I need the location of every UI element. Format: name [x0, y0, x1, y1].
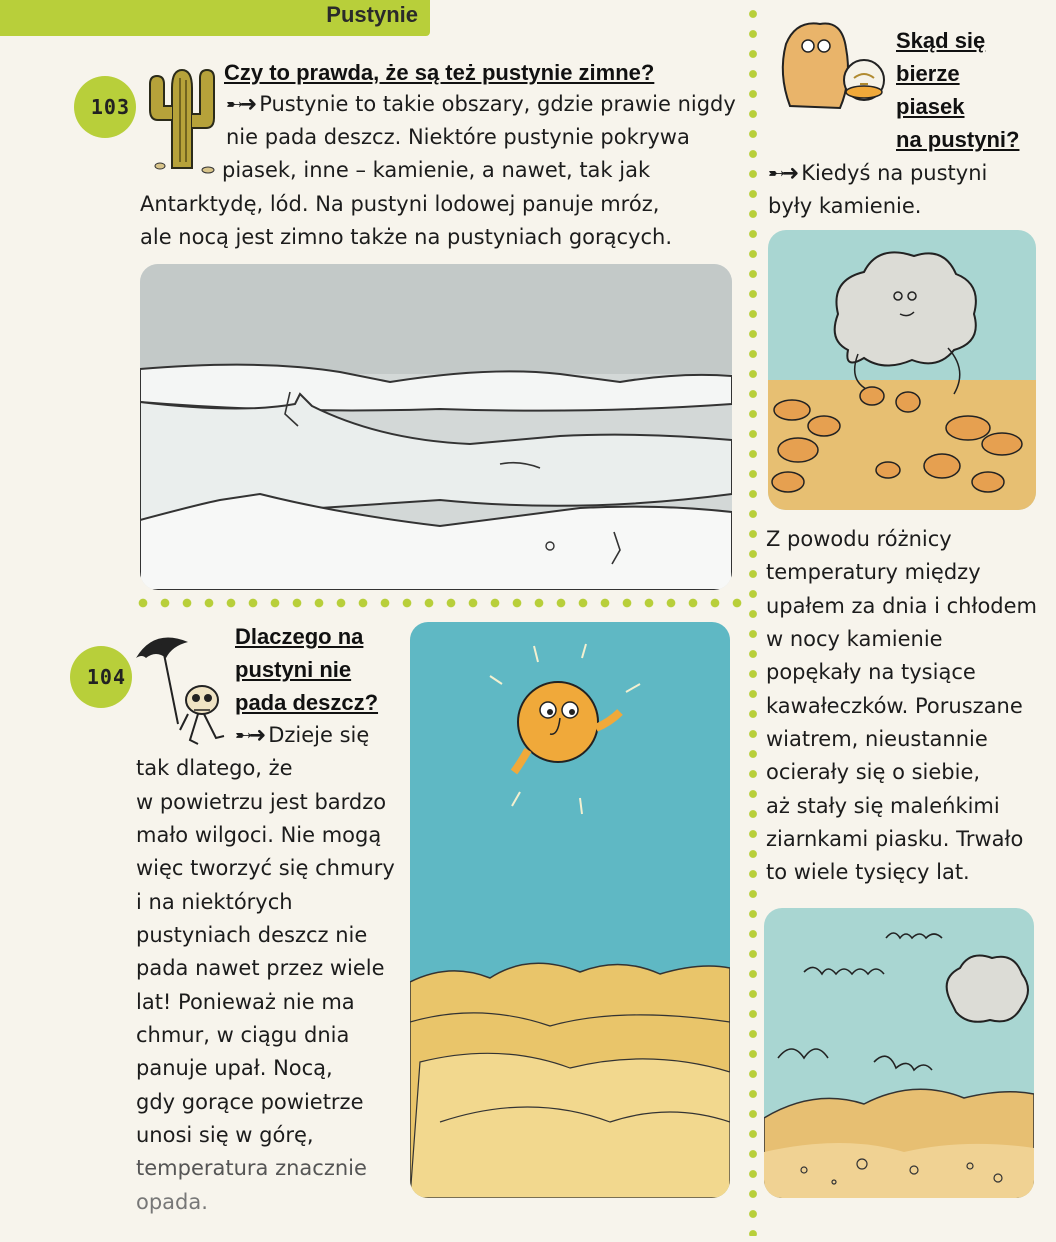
- arrow-icon: ➸➜: [226, 92, 254, 116]
- sidebar-body-line: to wiele tysięcy lat.: [766, 860, 970, 884]
- question-number: 103: [90, 95, 130, 119]
- cloud-stones-illustration: [768, 230, 1036, 510]
- sidebar-body-line: Z powodu różnicy: [766, 527, 952, 551]
- question-number: 104: [86, 665, 126, 689]
- answer-line: więc tworzyć się chmury: [136, 856, 395, 880]
- question-number-badge-104: [70, 646, 132, 708]
- answer-line: tak dlatego, że: [136, 756, 293, 780]
- sidebar-body-line: upałem za dnia i chłodem: [766, 594, 1038, 618]
- sidebar-body-line: ocierały się o siebie,: [766, 760, 981, 784]
- answer-line: gdy gorące powietrze: [136, 1090, 364, 1114]
- arrow-icon: ➸➜: [235, 723, 263, 747]
- question-title-104-line: pada deszcz?: [235, 690, 379, 715]
- section-header: [0, 0, 430, 36]
- horizontal-dotted-divider: [132, 596, 750, 610]
- vertical-dotted-divider: [748, 4, 758, 1236]
- section-title: Pustynie: [326, 2, 418, 27]
- answer-line: opada.: [136, 1190, 208, 1214]
- sidebar-body-line: wiatrem, nieustannie: [766, 727, 988, 751]
- cactus-icon: [144, 58, 224, 176]
- sidebar-title-line: bierze: [896, 61, 960, 86]
- rock-character-icon: [770, 14, 886, 118]
- wind-sand-illustration: [764, 908, 1034, 1198]
- answer-line: w powietrzu jest bardzo: [136, 790, 387, 814]
- answer-line: piasek, inne – kamienie, a nawet, tak jak: [222, 158, 651, 182]
- answer-line: i na niektórych: [136, 890, 293, 914]
- answer-line: mało wilgoci. Nie mogą: [136, 823, 382, 847]
- answer-line: pustyniach deszcz nie: [136, 923, 368, 947]
- sidebar-title-line: piasek: [896, 94, 965, 119]
- sidebar-title-line: Skąd się: [896, 28, 986, 53]
- sidebar-body-line: temperatury między: [766, 560, 981, 584]
- answer-line: lat! Ponieważ nie ma: [136, 990, 355, 1014]
- answer-line: ➸➜ Dzieje się: [235, 723, 370, 747]
- sidebar-body-line: popękały na tysiące: [766, 660, 976, 684]
- answer-line: pada nawet przez wiele: [136, 956, 385, 980]
- question-title-104-line: Dlaczego na: [235, 624, 364, 649]
- answer-line: Antarktydę, lód. Na pustyni lodowej panuje mróz,: [140, 192, 660, 216]
- sidebar-intro-line: ➸➜ Kiedyś na pustyni: [768, 161, 988, 185]
- sun-dunes-illustration: [410, 622, 730, 1198]
- ice-desert-illustration: [140, 264, 732, 590]
- sidebar-body-line: w nocy kamienie: [766, 627, 943, 651]
- answer-line: ➸➜ Pustynie to takie obszary, gdzie prawie nigdy: [226, 92, 736, 116]
- sidebar-intro-line: były kamienie.: [768, 194, 922, 218]
- sidebar-title-line: na pustyni?: [896, 127, 1020, 152]
- sidebar-body-line: ziarnkami piasku. Trwało: [766, 827, 1024, 851]
- sidebar-body-line: aż stały się maleńkimi: [766, 794, 1000, 818]
- skeleton-umbrella-icon: [132, 628, 232, 748]
- answer-line: unosi się w górę,: [136, 1123, 314, 1147]
- question-number-badge-103: [74, 76, 136, 138]
- answer-line: temperatura znacznie: [136, 1156, 367, 1180]
- answer-line: nie pada deszcz. Niektóre pustynie pokrywa: [226, 125, 690, 149]
- sidebar-body-line: kawałeczków. Poruszane: [766, 694, 1023, 718]
- answer-line: panuje upał. Nocą,: [136, 1056, 333, 1080]
- arrow-icon: ➸➜: [768, 161, 796, 185]
- answer-line: chmur, w ciągu dnia: [136, 1023, 350, 1047]
- question-title-103: Czy to prawda, że są też pustynie zimne?: [224, 60, 655, 85]
- question-title-104-line: pustyni nie: [235, 657, 352, 682]
- answer-line: ale nocą jest zimno także na pustyniach gorących.: [140, 225, 673, 249]
